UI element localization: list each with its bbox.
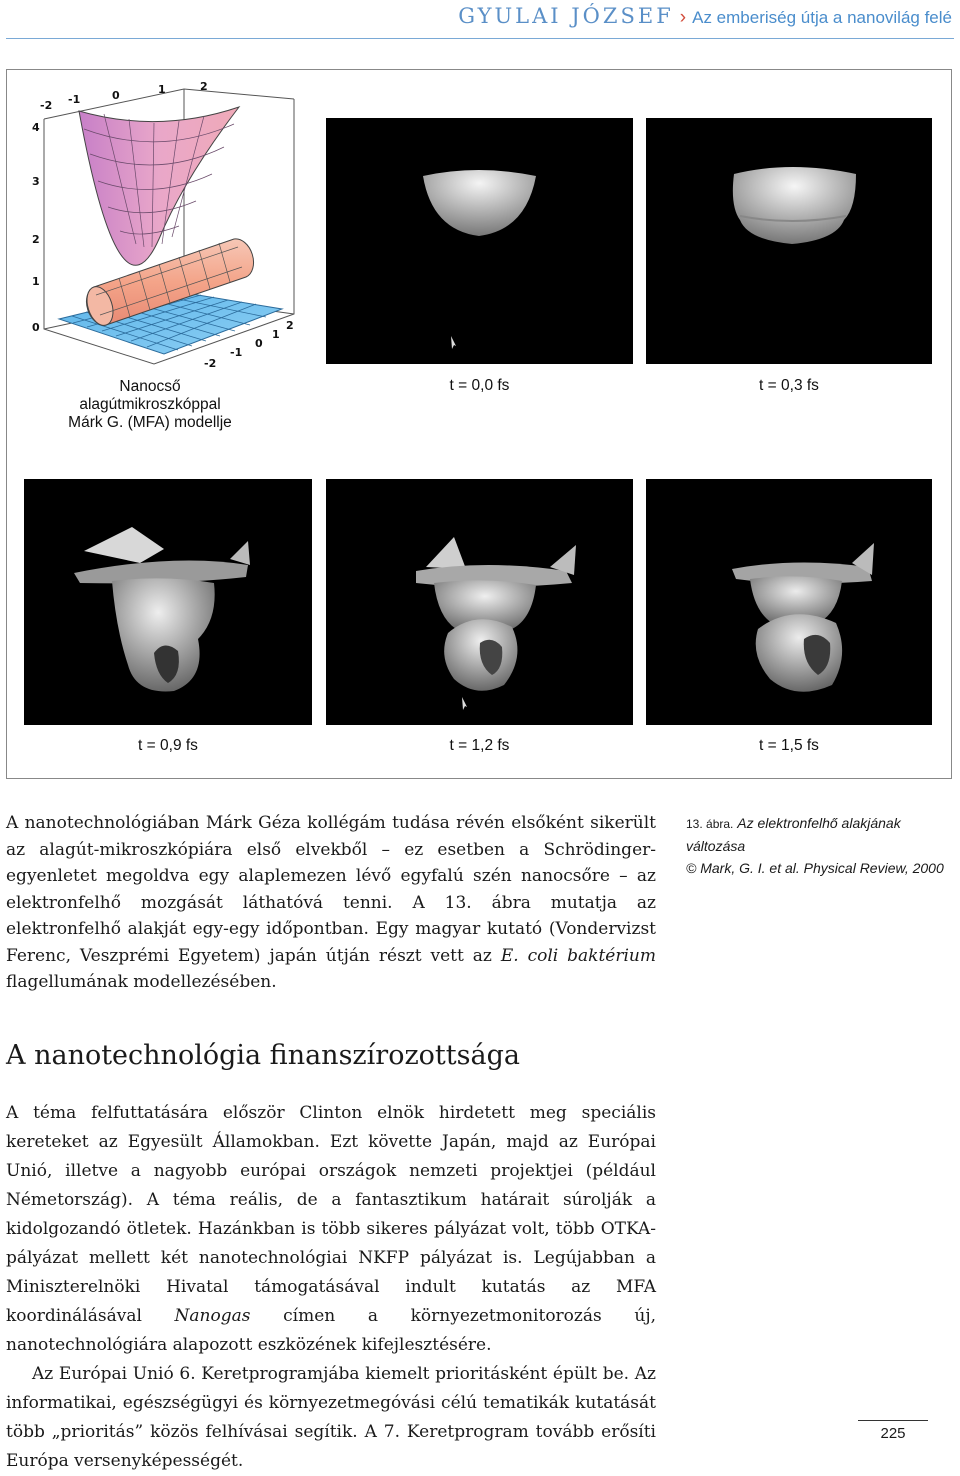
figure-caption-text: Az elektronfelhő alakjának változása bbox=[686, 815, 901, 854]
axis-label-left-2: 2 bbox=[32, 233, 40, 246]
simulation-panel-t09 bbox=[24, 479, 312, 725]
axis-label-bottom-2: 0 bbox=[255, 337, 263, 350]
figure-side-caption bbox=[686, 812, 946, 879]
axis-label-left-1: 3 bbox=[32, 175, 40, 188]
italic-nanogas: Nanogas bbox=[174, 1306, 251, 1326]
axis-label-left-0: 4 bbox=[32, 121, 40, 134]
axis-label-top-1: -1 bbox=[68, 93, 81, 106]
page-number: 225 bbox=[858, 1420, 928, 1442]
axis-label-left-3: 1 bbox=[32, 275, 40, 288]
eu-paragraph: Az Európai Unió 6. Keretprogramjába kiemelt prioritásként épült be. Az informatikai, egészségügyi és környezetmegóvási célú tematikák kutatását több „prioritás” közös felhívásai segítik. A 7. Keretprogram tovább erősíti Európa versenyképességét. bbox=[6, 1364, 656, 1471]
axis-label-top-3: 1 bbox=[158, 83, 166, 96]
figure-number: 13. ábra. bbox=[686, 817, 734, 831]
time-caption-t00: t = 0,0 fs bbox=[449, 377, 510, 394]
axis-label-top-4: 2 bbox=[200, 80, 208, 93]
model-caption bbox=[40, 378, 260, 432]
axis-label-top-2: 0 bbox=[112, 89, 120, 102]
axis-label-bottom-4: 2 bbox=[286, 319, 294, 332]
axis-label-top-0: -2 bbox=[40, 99, 53, 112]
time-caption-t12: t = 1,2 fs bbox=[449, 737, 510, 754]
time-caption-t03: t = 0,3 fs bbox=[759, 377, 819, 394]
section-title: A nanotechnológia finanszírozottsága bbox=[6, 1040, 520, 1071]
axis-label-bottom-0: -2 bbox=[204, 357, 217, 369]
simulation-panel-t12 bbox=[326, 479, 633, 725]
figure-credit: © Mark, G. I. et al. Physical Review, 2000 bbox=[686, 860, 944, 876]
simulation-panel-t15 bbox=[646, 479, 932, 725]
model-caption-line2: alagútmikroszkóppal bbox=[79, 396, 221, 413]
header-rule bbox=[6, 38, 954, 39]
model-caption-line1: Nanocső bbox=[119, 378, 181, 395]
italic-bacterium: E. coli baktérium bbox=[500, 945, 656, 966]
running-header bbox=[458, 4, 952, 29]
simulation-panel-t00 bbox=[326, 118, 633, 364]
header-separator: › bbox=[679, 7, 687, 28]
time-caption-t09: t = 0,9 fs bbox=[138, 737, 198, 754]
axis-label-bottom-3: 1 bbox=[272, 328, 280, 341]
axis-label-bottom-1: -1 bbox=[230, 346, 243, 359]
nanotube-model-illustration bbox=[24, 79, 306, 369]
funding-paragraph: A téma felfuttatására először Clinton elnök hirdetett meg speciális kereteket az Egyesült Államokban. Ezt követte Japán, majd az Európai Unió, illetve a nagyobb európai országok nemzeti projektjei (például Németország). A téma reális, de a fantasztikum határait súrolják a kidolgozandó ötletek. Hazánkban is több sikeres pályázat volt, több OTKA-pályázat mellett két nanotechnológiai NKFP pályázat is. Legújabban a Miniszterelnöki Hivatal támogatásával indult kutatás az MFA koordinálásával Nanogas címen a környezetmonitorozás új, nanotechnológiára alapozott eszközének kifejlesztésére. Az Európai Unió 6. Keretprogramjába kiemelt prioritásként épült be. Az informatikai, egészségügyi és környezetmegóvási célú tematikák kutatását több „prioritás” közös felhívásai segítik. A 7. Keretprogram tovább erősíti Európa versenyképességét. bbox=[6, 1099, 656, 1476]
header-author: GYULAI JÓZSEF bbox=[458, 4, 674, 28]
simulation-panel-t03 bbox=[646, 118, 932, 364]
axis-label-left-4: 0 bbox=[32, 321, 40, 334]
model-caption-line3: Márk G. (MFA) modellje bbox=[68, 414, 232, 431]
time-caption-t15: t = 1,5 fs bbox=[759, 737, 819, 754]
intro-paragraph: A nanotechnológiában Márk Géza kollégám tudása révén elsőként sikerült az alagút-mikroszkópiára első elvekből – ez esetben a Schrödinger-egyenletet megoldva egy alaplemezen lévő egyfalú szén nanocsőre – az elektronfelhő mozgását láthatóvá tenni. A 13. ábra mutatja az elektronfelhő alakját egy-egy időpontban. Egy magyar kutató (Vondervizst Ferenc, Veszprémi Egyetem) japán útján részt vett az E. coli baktérium flagellumának modellezésében. bbox=[6, 813, 656, 992]
header-title: Az emberiség útja a nanovilág felé bbox=[692, 8, 952, 27]
